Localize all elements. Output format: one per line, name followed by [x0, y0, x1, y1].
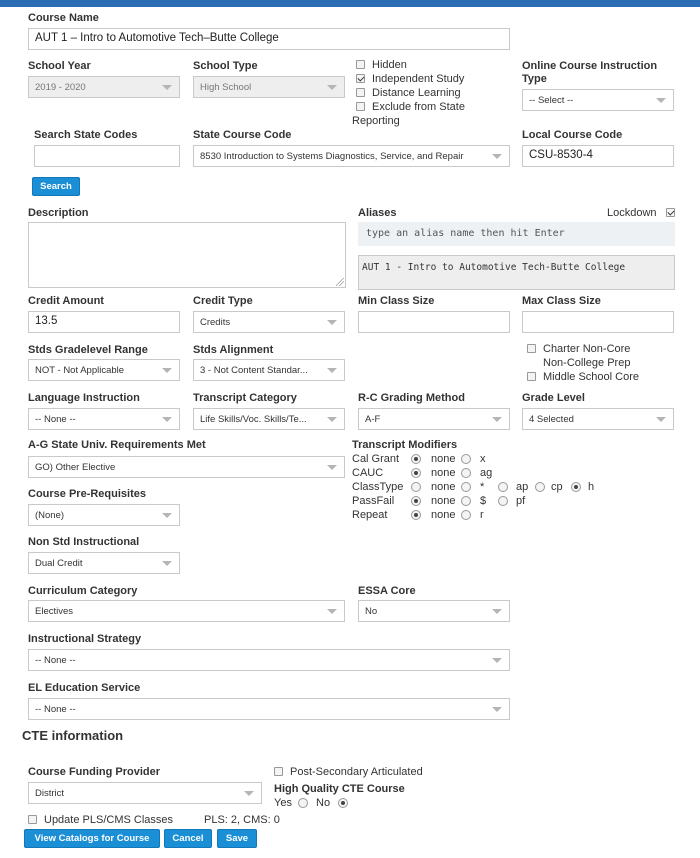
state-course-code-value: 8530 Introduction to Systems Diagnostics, Service, and Repair — [200, 151, 464, 162]
transcript-modifier-option-label: $ — [480, 495, 487, 507]
lockdown-label: Lockdown — [607, 207, 657, 219]
essa-core-select[interactable] — [358, 600, 510, 622]
transcript-modifier-name: ClassType — [352, 481, 404, 493]
hidden-label: Hidden — [372, 59, 407, 71]
online-instruction-value: -- Select -- — [529, 95, 574, 106]
independent-study-label: Independent Study — [372, 73, 465, 85]
transcript-modifier-option-label: none — [431, 467, 456, 479]
transcript-modifier-radio[interactable] — [535, 482, 545, 492]
funding-provider-value: District — [35, 788, 65, 799]
chevron-down-icon — [327, 368, 337, 373]
transcript-modifier-option-label: none — [431, 453, 456, 465]
lockdown-checkbox[interactable] — [666, 208, 675, 217]
chevron-down-icon — [162, 368, 172, 373]
transcript-modifier-radio[interactable] — [411, 482, 421, 492]
chevron-down-icon — [492, 417, 502, 422]
funding-provider-select[interactable] — [28, 782, 262, 804]
transcript-modifier-name: Cal Grant — [352, 453, 400, 465]
funding-provider-label: Course Funding Provider — [28, 766, 161, 778]
chevron-down-icon — [492, 658, 502, 663]
grade-level-select[interactable] — [522, 408, 674, 430]
save-button[interactable]: Save — [217, 829, 257, 848]
essa-core-value: No — [365, 606, 378, 617]
state-course-code-select[interactable] — [193, 145, 510, 167]
transcript-modifier-option-label: x — [480, 453, 486, 465]
transcript-modifier-option-label: * — [480, 481, 485, 493]
local-course-code-input[interactable]: CSU-8530-4 — [522, 145, 674, 167]
school-year-value: 2019 - 2020 — [35, 82, 86, 93]
charter-noncore-checkbox[interactable] — [527, 344, 536, 353]
search-state-codes-input[interactable] — [34, 145, 180, 167]
chevron-down-icon — [162, 417, 172, 422]
prerequisites-label: Course Pre-Requisites — [28, 488, 146, 500]
post-secondary-label: Post-Secondary Articulated — [290, 766, 423, 778]
min-class-size-input[interactable] — [358, 311, 510, 333]
charter-noncore-label-2: Non-College Prep — [543, 357, 631, 369]
instructional-strategy-value: -- None -- — [35, 655, 76, 666]
local-course-code-label: Local Course Code — [522, 129, 623, 141]
ag-requirements-select[interactable] — [28, 456, 345, 478]
transcript-modifier-option-label: none — [431, 509, 456, 521]
transcript-modifier-option-label: cp — [551, 481, 563, 493]
transcript-modifier-option-label: pf — [516, 495, 526, 507]
view-catalogs-button[interactable]: View Catalogs for Course — [24, 829, 160, 848]
curriculum-category-label: Curriculum Category — [28, 585, 138, 597]
max-class-size-input[interactable] — [522, 311, 674, 333]
hidden-checkbox[interactable] — [356, 60, 365, 69]
top-accent-bar — [0, 0, 700, 7]
transcript-modifier-radio[interactable] — [461, 454, 471, 464]
transcript-modifier-option-label: h — [588, 481, 595, 493]
chevron-down-icon — [162, 561, 172, 566]
online-instruction-label: Online Course Instruction — [522, 60, 658, 72]
charter-noncore-label: Charter Non-Core — [543, 343, 631, 355]
transcript-modifier-name: Repeat — [352, 509, 388, 521]
rc-grading-value: A-F — [365, 414, 381, 425]
transcript-modifier-option-label: none — [431, 495, 456, 507]
distance-learning-checkbox[interactable] — [356, 88, 365, 97]
stds-gradelevel-value: NOT - Not Applicable — [35, 365, 125, 376]
transcript-category-value: Life Skills/Voc. Skills/Te... — [200, 414, 307, 425]
exclude-state-label: Exclude from State — [372, 101, 465, 113]
school-year-label: School Year — [28, 60, 91, 72]
transcript-modifiers-label: Transcript Modifiers — [352, 439, 458, 451]
transcript-modifier-radio[interactable] — [411, 454, 421, 464]
chevron-down-icon — [327, 465, 337, 470]
school-type-value: High School — [200, 82, 252, 93]
el-education-label: EL Education Service — [28, 682, 141, 694]
school-type-select[interactable] — [193, 76, 345, 98]
alias-list — [358, 255, 675, 290]
alias-input[interactable]: type an alias name then hit Enter — [358, 222, 675, 246]
grade-level-value: 4 Selected — [529, 414, 574, 425]
chevron-down-icon — [492, 707, 502, 712]
el-education-select[interactable] — [28, 698, 510, 720]
transcript-modifier-radio[interactable] — [461, 468, 471, 478]
transcript-modifier-radio[interactable] — [498, 482, 508, 492]
transcript-modifier-option-label: ag — [480, 467, 493, 479]
prerequisites-value: (None) — [35, 510, 65, 521]
description-textarea[interactable] — [28, 222, 346, 288]
chevron-down-icon — [327, 417, 337, 422]
state-course-code-label: State Course Code — [193, 129, 292, 141]
stds-alignment-select[interactable] — [193, 359, 345, 381]
transcript-modifier-radio[interactable] — [461, 510, 471, 520]
independent-study-checkbox[interactable] — [356, 74, 365, 83]
search-state-codes-label: Search State Codes — [34, 129, 138, 141]
school-type-label: School Type — [193, 60, 258, 72]
prerequisites-select[interactable] — [28, 504, 180, 526]
transcript-modifier-radio[interactable] — [571, 482, 581, 492]
curriculum-category-select[interactable] — [28, 600, 345, 622]
instructional-strategy-select[interactable] — [28, 649, 510, 671]
transcript-category-select[interactable] — [193, 408, 345, 430]
pls-cms-counts: PLS: 2, CMS: 0 — [204, 814, 280, 826]
cancel-button[interactable]: Cancel — [164, 829, 212, 848]
high-quality-no-label: No — [316, 797, 331, 809]
transcript-modifier-radio[interactable] — [461, 496, 471, 506]
transcript-modifier-radio[interactable] — [411, 510, 421, 520]
high-quality-no-radio[interactable] — [338, 798, 348, 808]
transcript-modifier-option-label: none — [431, 481, 456, 493]
non-std-instructional-select[interactable] — [28, 552, 180, 574]
transcript-modifier-radio[interactable] — [498, 496, 508, 506]
chevron-down-icon — [656, 417, 666, 422]
transcript-modifier-radio[interactable] — [461, 482, 471, 492]
stds-alignment-label: Stds Alignment — [193, 344, 274, 356]
stds-gradelevel-label: Stds Gradelevel Range — [28, 344, 148, 356]
rc-grading-select[interactable] — [358, 408, 510, 430]
course-name-input[interactable]: AUT 1 – Intro to Automotive Tech–Butte College — [28, 28, 510, 50]
credit-amount-input[interactable]: 13.5 — [28, 311, 180, 333]
aliases-label: Aliases — [358, 207, 397, 219]
chevron-down-icon — [162, 85, 172, 90]
chevron-down-icon — [162, 513, 172, 518]
grade-level-label: Grade Level — [522, 392, 585, 404]
distance-learning-label: Distance Learning — [372, 87, 461, 99]
curriculum-category-value: Electives — [35, 606, 74, 617]
transcript-modifier-radio[interactable] — [411, 468, 421, 478]
description-label: Description — [28, 207, 89, 219]
transcript-modifier-option-label: r — [480, 509, 484, 521]
instructional-strategy-label: Instructional Strategy — [28, 633, 142, 645]
credit-amount-label: Credit Amount — [28, 295, 104, 307]
update-pls-checkbox[interactable] — [28, 815, 37, 824]
chevron-down-icon — [492, 609, 502, 614]
transcript-modifier-name: CAUC — [352, 467, 384, 479]
online-instruction-label-2: Type — [522, 73, 547, 85]
alias-item[interactable]: AUT 1 - Intro to Automotive Tech-Butte College — [362, 262, 626, 273]
language-instruction-label: Language Instruction — [28, 392, 140, 404]
high-quality-yes-label: Yes — [274, 797, 292, 809]
credit-type-select[interactable] — [193, 311, 345, 333]
transcript-modifier-radio[interactable] — [411, 496, 421, 506]
language-instruction-select[interactable] — [28, 408, 180, 430]
exclude-state-checkbox[interactable] — [356, 102, 365, 111]
online-instruction-select[interactable] — [522, 89, 674, 111]
course-name-label: Course Name — [28, 12, 99, 24]
high-quality-yes-radio[interactable] — [298, 798, 308, 808]
min-class-size-label: Min Class Size — [358, 295, 435, 307]
transcript-category-label: Transcript Category — [193, 392, 297, 404]
ag-requirements-label: A-G State Univ. Requirements Met — [28, 439, 206, 451]
middle-school-core-label: Middle School Core — [543, 371, 639, 383]
update-pls-label: Update PLS/CMS Classes — [44, 814, 173, 826]
middle-school-core-checkbox[interactable] — [527, 372, 536, 381]
school-year-select[interactable] — [28, 76, 180, 98]
credit-type-value: Credits — [200, 317, 231, 328]
post-secondary-checkbox[interactable] — [274, 767, 283, 776]
chevron-down-icon — [327, 320, 337, 325]
non-std-instructional-label: Non Std Instructional — [28, 536, 140, 548]
language-instruction-value: -- None -- — [35, 414, 76, 425]
chevron-down-icon — [244, 791, 254, 796]
non-std-instructional-value: Dual Credit — [35, 558, 83, 569]
chevron-down-icon — [327, 85, 337, 90]
cte-section-title: CTE information — [22, 728, 124, 743]
ag-requirements-value: GO) Other Elective — [35, 462, 116, 473]
stds-alignment-value: 3 - Not Content Standar... — [200, 365, 308, 376]
chevron-down-icon — [492, 154, 502, 159]
el-education-value: -- None -- — [35, 704, 76, 715]
transcript-modifier-name: PassFail — [352, 495, 395, 507]
rc-grading-label: R-C Grading Method — [358, 392, 465, 404]
high-quality-cte-label: High Quality CTE Course — [274, 783, 405, 795]
essa-core-label: ESSA Core — [358, 585, 416, 597]
search-button[interactable]: Search — [32, 177, 80, 196]
resize-grip-icon[interactable] — [336, 278, 344, 286]
max-class-size-label: Max Class Size — [522, 295, 601, 307]
chevron-down-icon — [327, 609, 337, 614]
credit-type-label: Credit Type — [193, 295, 253, 307]
chevron-down-icon — [656, 98, 666, 103]
exclude-state-label-2: Reporting — [352, 115, 400, 127]
transcript-modifier-option-label: ap — [516, 481, 529, 493]
stds-gradelevel-select[interactable] — [28, 359, 180, 381]
